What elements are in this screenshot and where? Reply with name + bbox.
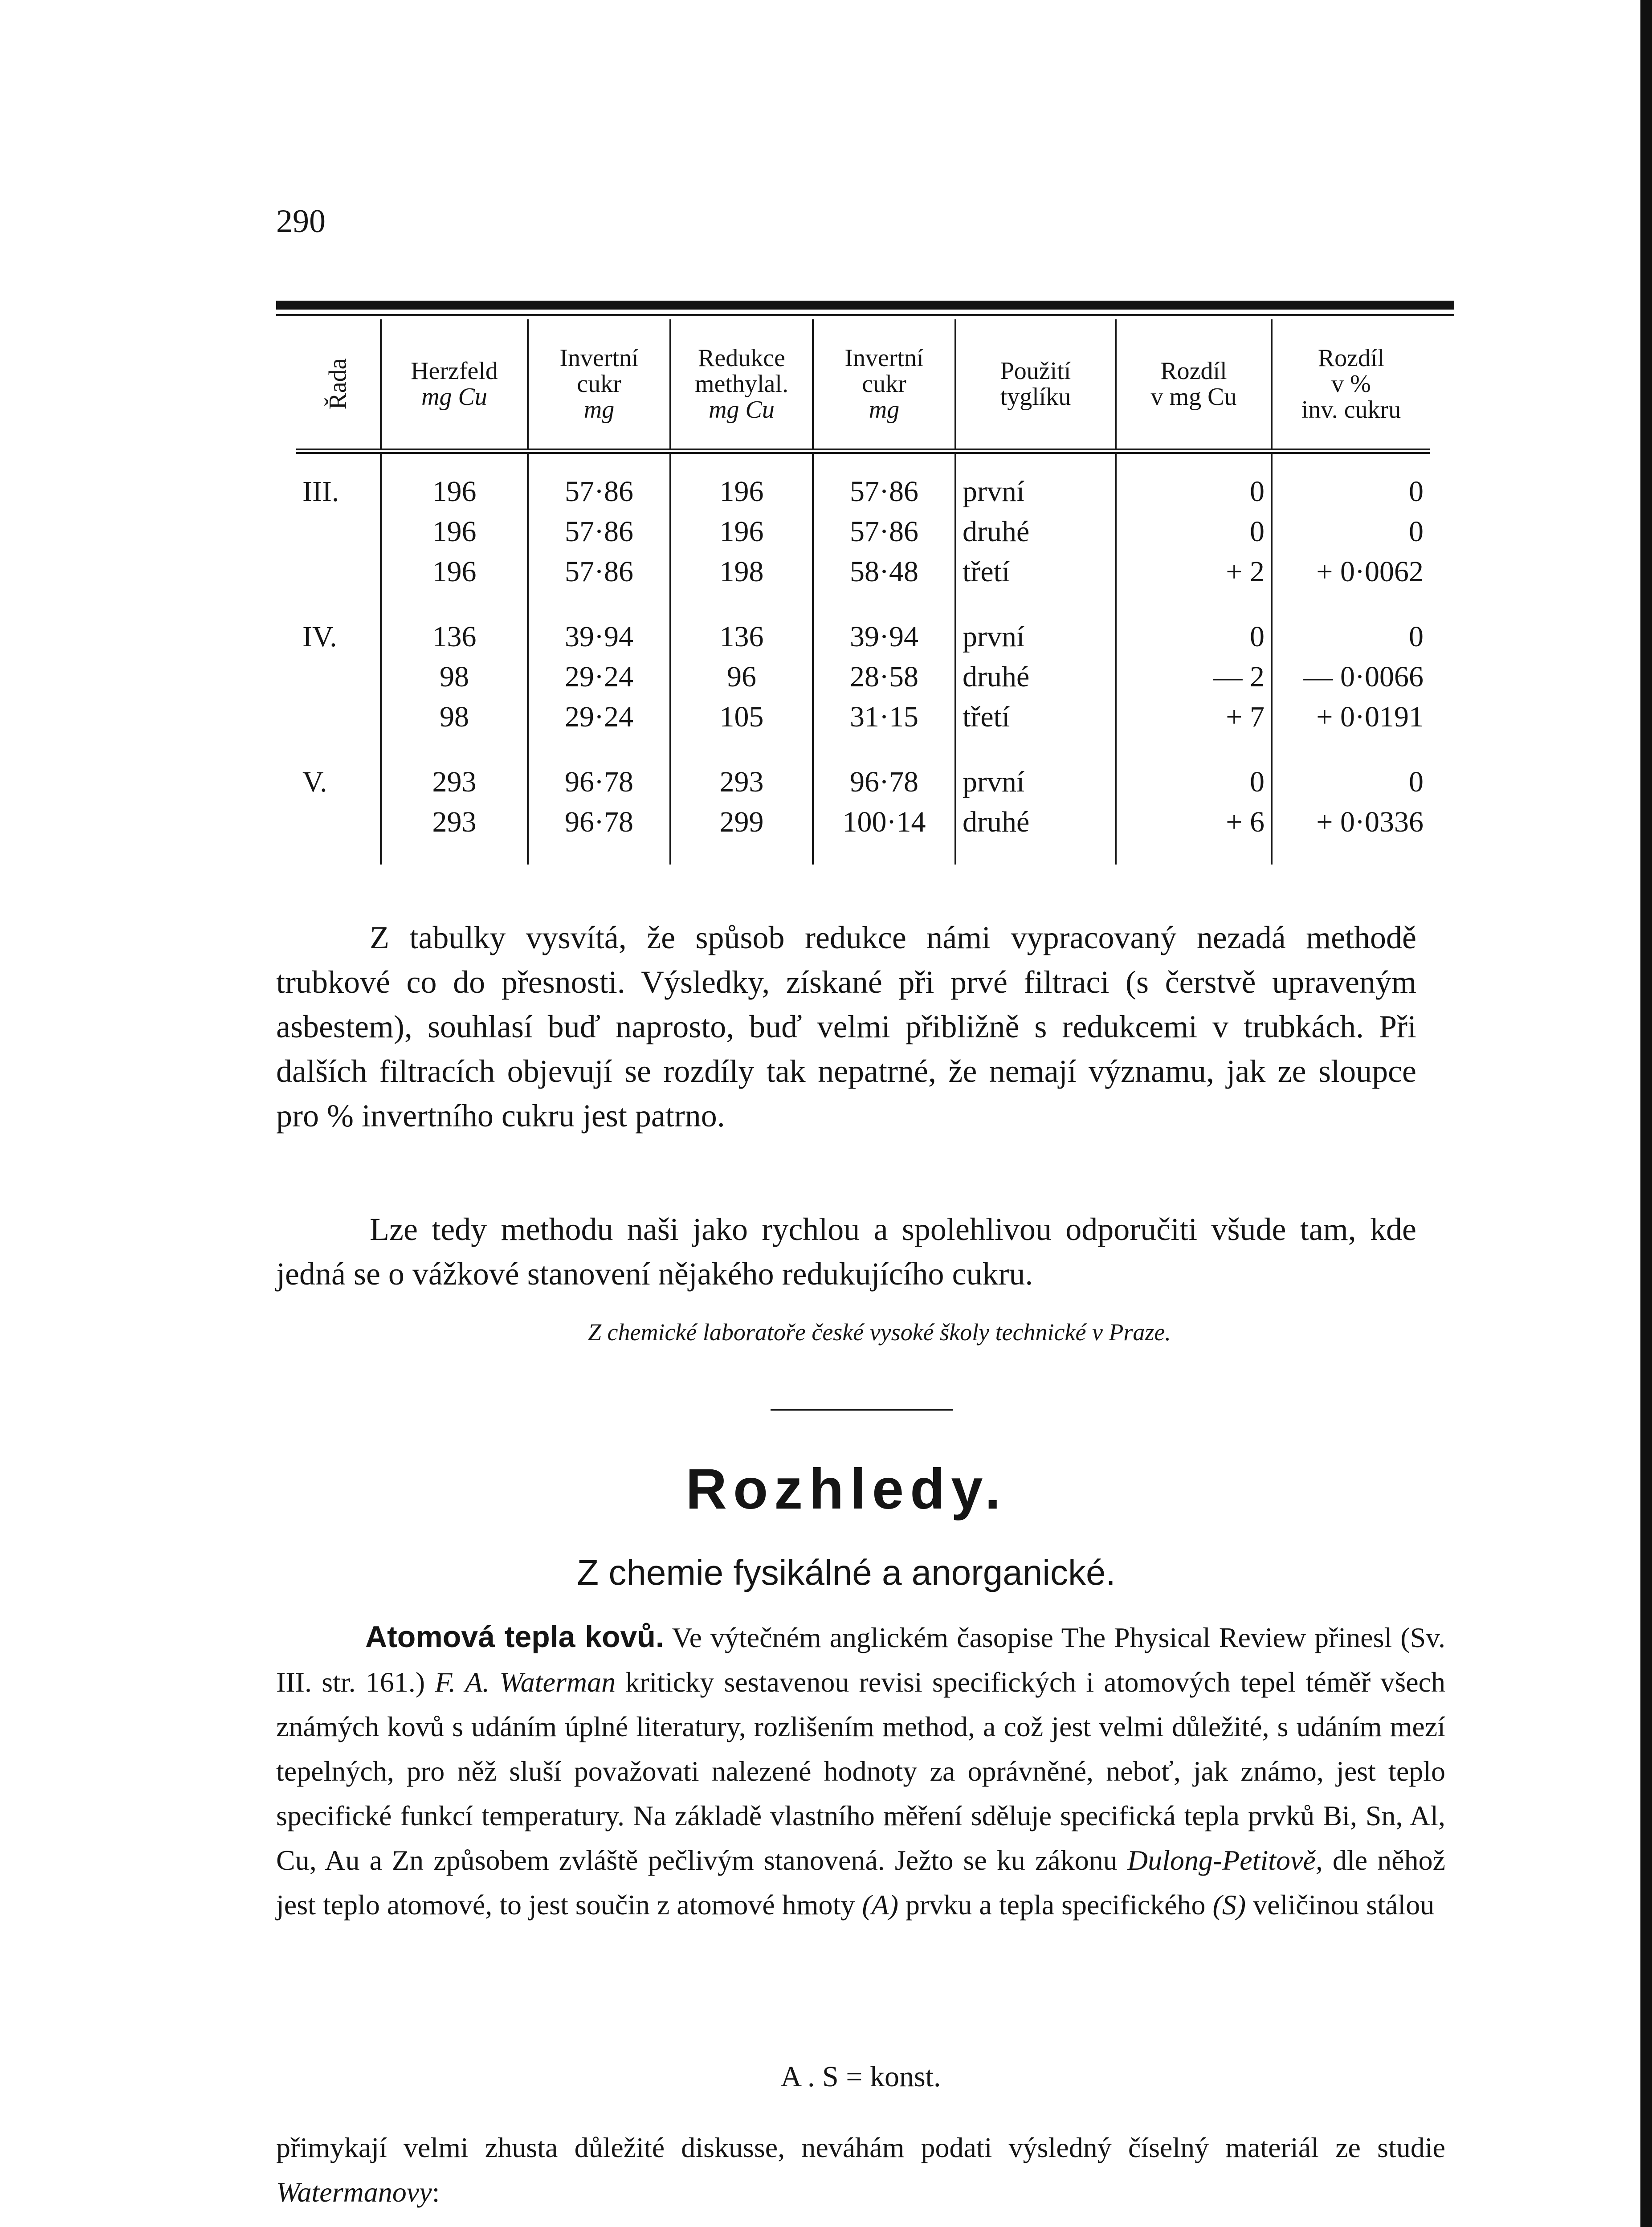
section-divider <box>771 1409 953 1411</box>
cell-rada <box>296 512 381 552</box>
cell-invert-2: 100·14 <box>813 802 955 865</box>
section-heading: Rozhledy. <box>685 1457 1007 1521</box>
cell-rozdil-procent: + 0·0336 <box>1272 802 1430 865</box>
topic-title: Atomová tepla kovů. <box>365 1620 664 1654</box>
header-invert-cukr-2: Invertní cukr mg <box>813 319 955 451</box>
cell-rada: III. <box>302 475 339 508</box>
cell-rada <box>296 802 381 865</box>
cell-rada <box>296 552 381 592</box>
paragraph-atomic-heat <box>276 1615 1445 1927</box>
text-run: Ve výtečném anglickém časopise The Physical Review přinesl (Sv. III. str. 161.) <box>276 1622 1446 1698</box>
paragraph-discussion <box>276 2125 1445 2215</box>
cell-tyglik: třetí <box>955 697 1116 737</box>
cell-rozdil-procent: 0 <box>1272 451 1430 512</box>
text-run: kriticky sestavenou revisi specifických i atomových tepel téměř všech známých kovů s udáním úplné literatury, rozlišením method, a což jest velmi důležité, s udáním mezí tepelných, pro něž sluší považovati nalezené hodnoty za oprávněné, neboť, jak známo, jest teplo specifické funkcí temperatury. Na základě vlastního měření sděluje specifická tepla prvků Bi, Sn, Al, Cu, Au a Zn způsobem zvláště pečlivým stanovená. Ježto se ku zákonu <box>276 1666 1446 1876</box>
cell-tyglik: první <box>955 737 1116 802</box>
cell-rada: V. <box>302 766 327 798</box>
cell-herzfeld: 293 <box>381 802 528 865</box>
table-row <box>296 451 1430 512</box>
cell-invert-2: 31·15 <box>813 697 955 737</box>
cell-invert-1: 57·86 <box>528 451 670 512</box>
text-run: přimykají velmi zhusta důležité diskusse, neváhám podati výsledný číselný materiál ze studie <box>276 2132 1445 2163</box>
cell-redukce: 293 <box>670 737 813 802</box>
table-row <box>296 737 1430 802</box>
text-run: dle něhož jest teplo atomové, to jest součin z atomové hmoty <box>276 1844 1446 1921</box>
cell-herzfeld: 98 <box>381 657 528 697</box>
cell-rozdil-procent: 0 <box>1272 592 1430 657</box>
table-top-rule <box>276 301 1454 310</box>
cell-rada <box>296 657 381 697</box>
cell-invert-2: 57·86 <box>813 451 955 512</box>
cell-rozdil-procent: + 0·0191 <box>1272 697 1430 737</box>
cell-rozdil-mg: + 7 <box>1116 697 1272 737</box>
table-top-rule-thin <box>276 314 1454 316</box>
cell-redukce: 198 <box>670 552 813 592</box>
symbol-s: (S) <box>1212 1889 1246 1921</box>
header-rozdil-procent: Rozdíl v % inv. cukru <box>1272 319 1430 451</box>
text-run: veličinou stálou <box>1246 1889 1435 1921</box>
text-run: : <box>432 2176 440 2208</box>
cell-tyglik: druhé <box>955 657 1116 697</box>
table-row <box>296 697 1430 737</box>
cell-redukce: 136 <box>670 592 813 657</box>
formula: A . S = konst. <box>780 2060 941 2093</box>
cell-herzfeld: 293 <box>381 737 528 802</box>
cell-rozdil-mg: — 2 <box>1116 657 1272 697</box>
cell-invert-1: 39·94 <box>528 592 670 657</box>
cell-invert-1: 96·78 <box>528 802 670 865</box>
cell-rozdil-procent: — 0·0066 <box>1272 657 1430 697</box>
cell-rozdil-mg: 0 <box>1116 737 1272 802</box>
symbol-a: (A) <box>862 1889 899 1921</box>
cell-rada: IV. <box>302 620 337 653</box>
header-pouziti-tygliku: Použití tyglíku <box>955 319 1116 451</box>
cell-invert-1: 57·86 <box>528 512 670 552</box>
table-header-row <box>296 319 1430 451</box>
table-row <box>296 802 1430 865</box>
laboratory-source: Z chemické laboratoře české vysoké školy technické v Praze. <box>588 1319 1171 1346</box>
cell-herzfeld: 196 <box>381 512 528 552</box>
cell-rozdil-mg: 0 <box>1116 512 1272 552</box>
cell-rozdil-mg: 0 <box>1116 451 1272 512</box>
header-rozdil-mg: Rozdíl v mg Cu <box>1116 319 1272 451</box>
cell-tyglik: první <box>955 451 1116 512</box>
cell-rozdil-mg: + 2 <box>1116 552 1272 592</box>
table-row <box>296 552 1430 592</box>
law-name: Dulong-Petitově, <box>1127 1844 1323 1876</box>
cell-invert-1: 96·78 <box>528 737 670 802</box>
cell-redukce: 96 <box>670 657 813 697</box>
cell-herzfeld: 196 <box>381 451 528 512</box>
cell-invert-2: 96·78 <box>813 737 955 802</box>
author-name: F. A. Waterman <box>435 1666 616 1698</box>
page-number: 290 <box>276 203 326 240</box>
cell-invert-1: 29·24 <box>528 657 670 697</box>
cell-tyglik: první <box>955 592 1116 657</box>
cell-tyglik: druhé <box>955 512 1116 552</box>
table-row <box>296 657 1430 697</box>
cell-rozdil-procent: + 0·0062 <box>1272 552 1430 592</box>
cell-invert-1: 29·24 <box>528 697 670 737</box>
cell-redukce: 196 <box>670 512 813 552</box>
cell-invert-2: 58·48 <box>813 552 955 592</box>
paragraph-conclusion: Z tabulky vysvítá, že spůsob redukce námi vypracovaný nezadá methodě trubkové co do přesnosti. Výsledky, získané při prvé filtraci (s čerstvě upraveným asbestem), souhlasí buď naprosto, buď velmi přibližně s redukcemi v trubkách. Při dalších filtracích objevují se rozdíly tak nepatrné, že nemají významu, jak ze sloupce pro % invertního cukru jest patrno. <box>276 920 1416 1134</box>
cell-invert-2: 57·86 <box>813 512 955 552</box>
cell-herzfeld: 136 <box>381 592 528 657</box>
results-table <box>296 319 1430 865</box>
cell-invert-2: 39·94 <box>813 592 955 657</box>
cell-rozdil-mg: 0 <box>1116 592 1272 657</box>
study-name: Watermanovy <box>276 2176 432 2208</box>
cell-rozdil-procent: 0 <box>1272 512 1430 552</box>
cell-rozdil-mg: + 6 <box>1116 802 1272 865</box>
cell-tyglik: třetí <box>955 552 1116 592</box>
header-rada: Řada <box>296 319 381 451</box>
cell-invert-1: 57·86 <box>528 552 670 592</box>
table-row <box>296 512 1430 552</box>
header-herzfeld: Herzfeld mg Cu <box>381 319 528 451</box>
cell-herzfeld: 98 <box>381 697 528 737</box>
paragraph-recommendation: Lze tedy methodu naši jako rychlou a spolehlivou odporučiti všude tam, kde jedná se o vážkové stanovení nějakého redukujícího cukru. <box>276 1211 1416 1292</box>
header-invert-cukr-1: Invertní cukr mg <box>528 319 670 451</box>
cell-tyglik: druhé <box>955 802 1116 865</box>
text-run: prvku a tepla specifického <box>898 1889 1213 1921</box>
section-subheading: Z chemie fysikálné a anorganické. <box>577 1553 1116 1592</box>
header-redukce: Redukce methylal. mg Cu <box>670 319 813 451</box>
cell-redukce: 196 <box>670 451 813 512</box>
table-row <box>296 592 1430 657</box>
results-table-container <box>296 319 1430 865</box>
cell-rada <box>296 697 381 737</box>
cell-redukce: 105 <box>670 697 813 737</box>
scan-border-right <box>1640 0 1652 2227</box>
cell-rozdil-procent: 0 <box>1272 737 1430 802</box>
cell-redukce: 299 <box>670 802 813 865</box>
cell-invert-2: 28·58 <box>813 657 955 697</box>
cell-herzfeld: 196 <box>381 552 528 592</box>
